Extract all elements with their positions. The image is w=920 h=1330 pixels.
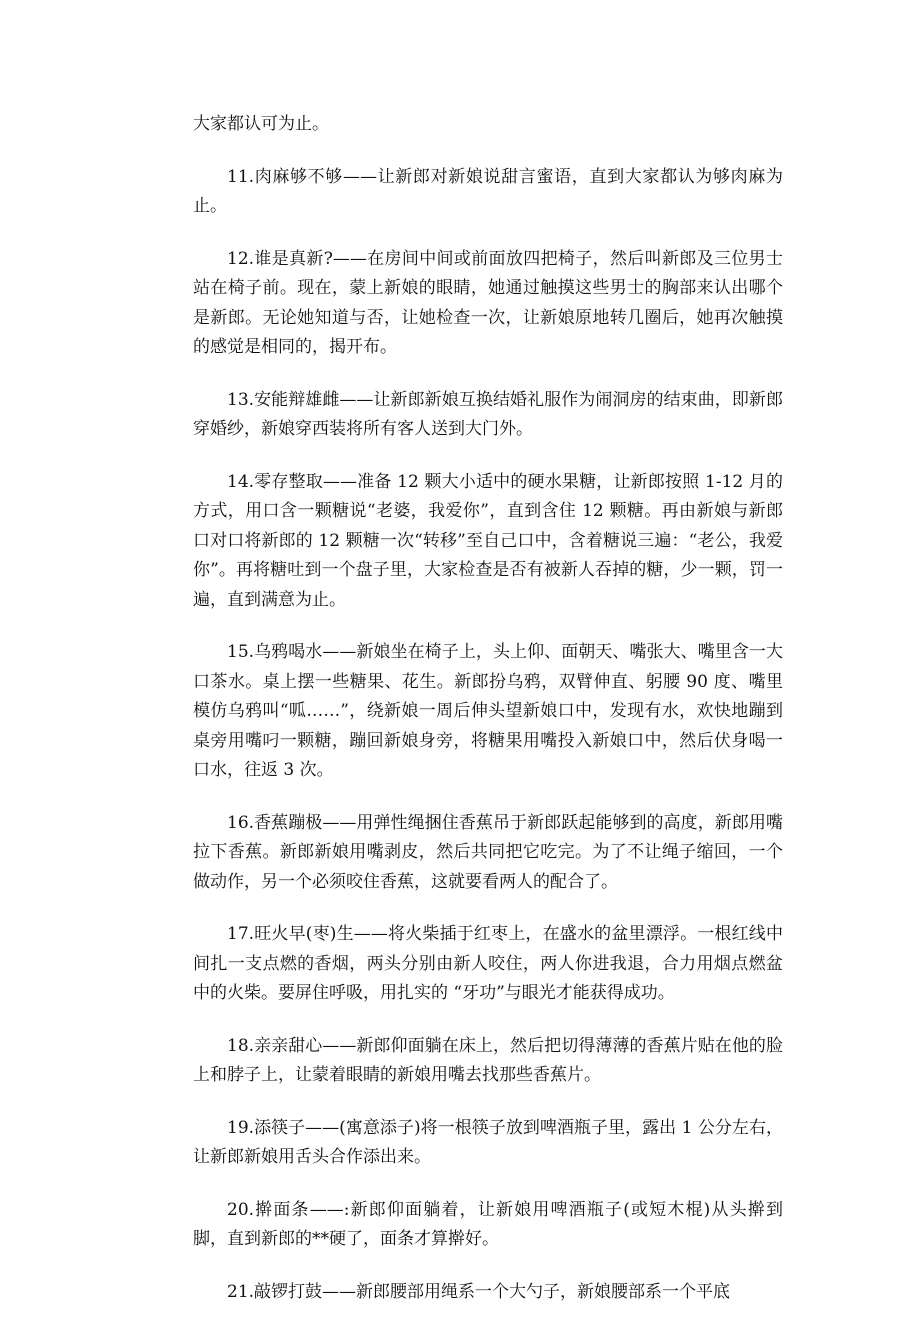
paragraph-continuation: 大家都认可为止。 (193, 114, 329, 134)
paragraph-item-11: 11.肉麻够不够——让新郎对新娘说甜言蜜语，直到大家都认为够肉麻为止。 (193, 166, 783, 216)
paragraph-item-12: 12.谁是真新?——在房间中间或前面放四把椅子，然后叫新郎及三位男士站在椅子前。现在，蒙上新娘的眼睛，她通过触摸这些男士的胸部来认出哪个是新郎。无论她知道与否，让她检查一次，让新娘原地转几圈后，她再次触摸的感觉是相同的，揭开布。 (193, 248, 783, 357)
paragraph-item-15: 15.乌鸦喝水——新娘坐在椅子上，头上仰、面朝天、嘴张大、嘴里含一大口茶水。桌上摆一些糖果、花生。新郎扮乌鸦，双臂伸直、躬腰 90 度、嘴里模仿乌鸦叫“呱……”，绕新娘一周后伸头望新娘口中，发现有水，欢快地蹦到桌旁用嘴叼一颗糖，蹦回新娘身旁，将糖果用嘴投入新娘口中，然后伏身喝一口水，往返 3 次。 (193, 642, 783, 780)
paragraph-item-13: 13.安能辩雄雌——让新郎新娘互换结婚礼服作为闹洞房的结束曲，即新郎穿婚纱，新娘穿西装将所有客人送到大门外。 (193, 389, 783, 439)
paragraph-item-18: 18.亲亲甜心——新郎仰面躺在床上，然后把切得薄薄的香蕉片贴在他的脸上和脖子上，让蒙着眼睛的新娘用嘴去找那些香蕉片。 (193, 1035, 783, 1085)
document-body (193, 110, 783, 1330)
paragraph-item-17: 17.旺火早(枣)生——将火柴插于红枣上，在盛水的盆里漂浮。一根红线中间扎一支点燃的香烟，两头分别由新人咬住，两人你进我退，合力用烟点燃盆中的火柴。要屏住呼吸，用扎实的 “牙功”与眼光才能获得成功。 (193, 924, 783, 1003)
paragraph-item-14: 14.零存整取——准备 12 颗大小适中的硬水果糖，让新郎按照 1-12 月的方式，用口含一颗糖说“老婆，我爱你”，直到含住 12 颗糖。再由新娘与新郎口对口将新郎的 12 颗糖一次“转移”至自己口中，含着糖说三遍：“老公，我爱你”。再将糖吐到一个盘子里，大家检查是否有被新人吞掉的糖，少一颗，罚一遍，直到满意为止。 (193, 471, 783, 610)
paragraph-item-20: 20.擀面条——:新郎仰面躺着，让新娘用啤酒瓶子(或短木棍)从头擀到脚，直到新郎的**硬了，面条才算擀好。 (193, 1199, 783, 1249)
paragraph-item-19: 19.添筷子——(寓意添子)将一根筷子放到啤酒瓶子里，露出 1 公分左右，让新郎新娘用舌头合作添出来。 (193, 1117, 783, 1167)
paragraph-item-16: 16.香蕉蹦极——用弹性绳捆住香蕉吊于新郎跃起能够到的高度，新郎用嘴拉下香蕉。新郎新娘用嘴剥皮，然后共同把它吃完。为了不让绳子缩回，一个做动作，另一个必须咬住香蕉，这就要看两人的配合了。 (193, 812, 783, 892)
paragraph-item-21: 21.敲锣打鼓——新郎腰部用绳系一个大勺子，新娘腰部系一个平底 (227, 1281, 731, 1302)
